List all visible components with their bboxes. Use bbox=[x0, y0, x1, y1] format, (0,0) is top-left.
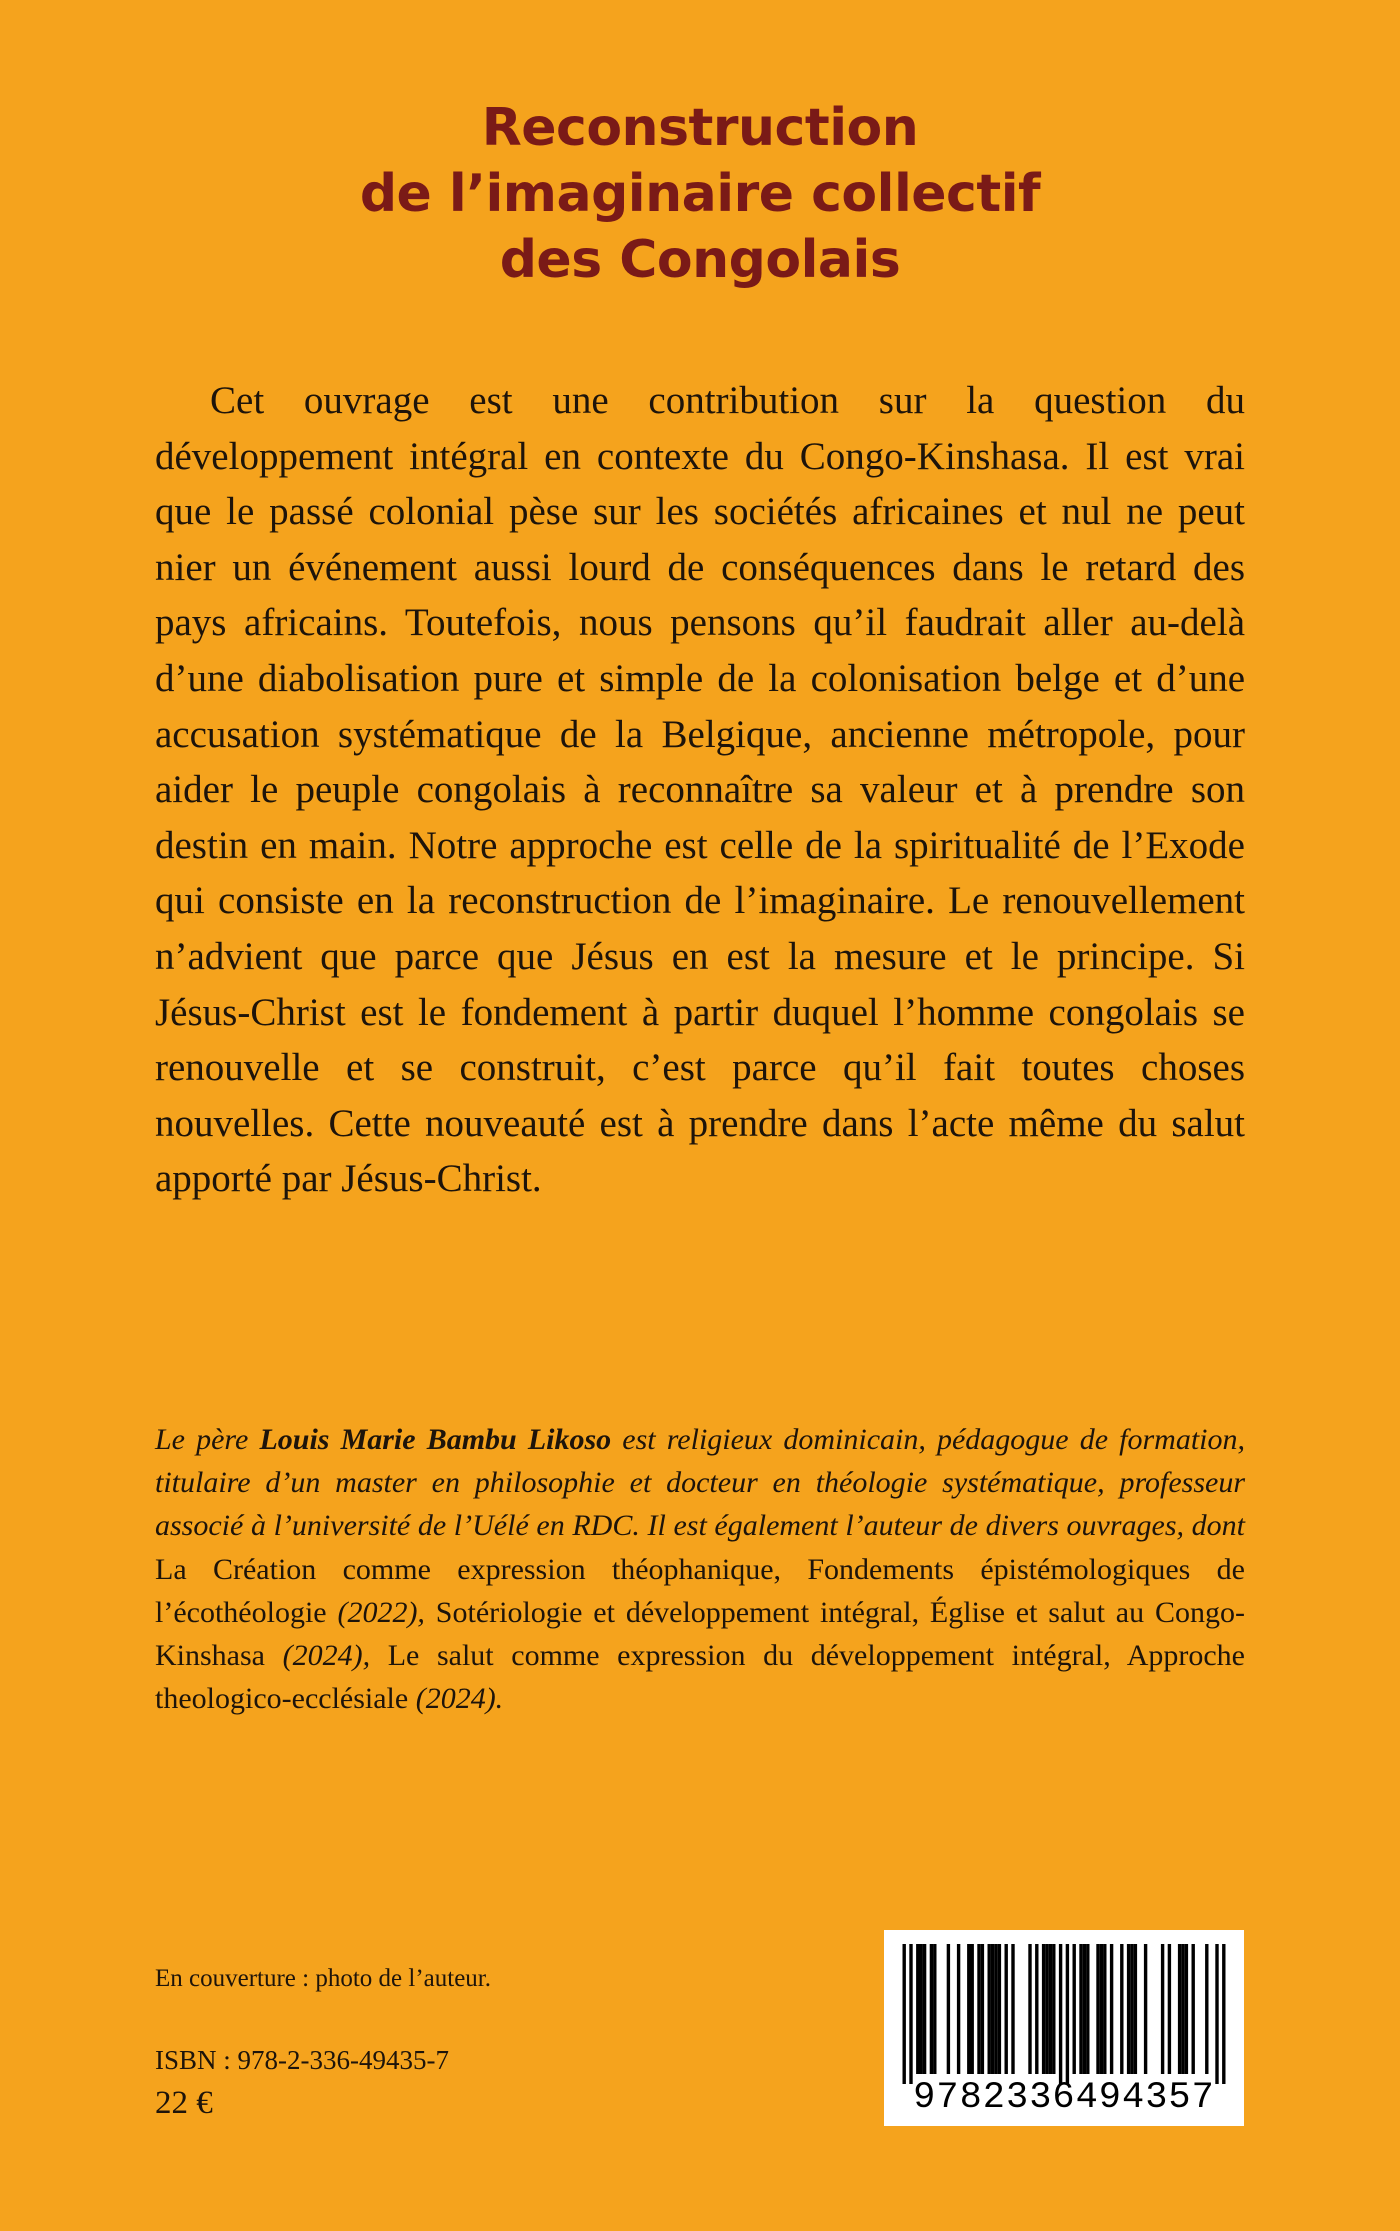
barcode-bar bbox=[991, 1944, 994, 2074]
barcode-bar bbox=[1049, 1944, 1052, 2074]
book-title-1: La Création comme expression théophanique, Fondements épistémologiques de l’écothéologie bbox=[155, 1552, 1245, 1629]
barcode bbox=[884, 1930, 1244, 2126]
barcode-bar bbox=[923, 1944, 926, 2074]
barcode-bar bbox=[1005, 1944, 1008, 2074]
book-title-3: Le salut comme expression du développement intégral, Approche theologico-ecclésiale bbox=[155, 1639, 1245, 1716]
book-year-1: (2022), bbox=[326, 1595, 425, 1629]
barcode-bar bbox=[920, 1944, 923, 2074]
barcode-bar bbox=[1222, 1944, 1225, 2084]
barcode-bar bbox=[977, 1944, 980, 2074]
barcode-bar bbox=[971, 1944, 974, 2074]
barcode-bar bbox=[903, 1944, 906, 2084]
barcode-bar bbox=[1011, 1944, 1014, 2074]
barcode-bar bbox=[947, 1944, 950, 2074]
barcode-bar bbox=[1130, 1944, 1133, 2074]
barcode-bar bbox=[1168, 1944, 1171, 2074]
barcode-bar bbox=[1192, 1944, 1195, 2074]
barcode-bar bbox=[930, 1944, 933, 2074]
price: 22 € bbox=[155, 2085, 213, 2121]
bio-text: est religieux dominicain, pédagogue de formation, titulaire d’un master en philosophie et docteur en théologie systématique, professeur associé à l’université de l’Uélé en RDC. Il est également l’auteur de divers ouvrages, dont bbox=[155, 1423, 1245, 1543]
barcode-bar bbox=[1079, 1944, 1082, 2074]
barcode-bar bbox=[1073, 1944, 1076, 2074]
barcode-bar bbox=[1144, 1944, 1147, 2074]
barcode-bar bbox=[1042, 1944, 1045, 2074]
barcode-bar bbox=[1086, 1944, 1089, 2074]
barcode-bar bbox=[1110, 1944, 1113, 2074]
barcode-bar bbox=[1045, 1944, 1048, 2074]
title-line-3: des Congolais bbox=[499, 230, 901, 290]
book-title bbox=[200, 95, 1200, 293]
barcode-bar bbox=[1103, 1944, 1106, 2074]
barcode-bar bbox=[1161, 1944, 1164, 2074]
author-bio bbox=[155, 1418, 1245, 1720]
barcode-bar bbox=[1035, 1944, 1038, 2074]
barcode-bar bbox=[1205, 1944, 1208, 2074]
barcode-bar bbox=[967, 1944, 970, 2074]
barcode-bar bbox=[1083, 1944, 1086, 2074]
barcode-bar bbox=[1028, 1944, 1031, 2074]
barcode-bar bbox=[909, 1944, 912, 2084]
barcode-bar bbox=[981, 1944, 984, 2074]
summary-paragraph: Cet ouvrage est une contribution sur la question du développement intégral en contexte du Congo-Kinshasa. Il est vrai que le passé colonial pèse sur les sociétés africaines et nul ne peut nier un événement aussi lourd de conséquences dans le retard des pays africains. Toutefois, nous pensons qu’il faudrait aller au-delà d’une diabolisation pure et simple de la colonisation belge et d’une accusation systématique de la Belgique, ancienne métropole, pour aider le peuple congolais à reconnaître sa valeur et à prendre son destin en main. Notre approche est celle de la spiritualité de l’Exode qui consiste en la reconstruction de l’imaginaire. Le renouvellement n’advient que parce que Jésus en est la mesure et le principe. Si Jésus-Christ est le fondement à partir duquel l’homme congolais se renouvelle et se construit, c’est parce qu’il fait toutes choses nouvelles. Cette nouveauté est à prendre dans l’acte même du salut apporté par Jésus-Christ. bbox=[155, 379, 1245, 1201]
book-title-2: Sotériologie et développement intégral, Église et salut au Congo-Kinshasa bbox=[155, 1595, 1245, 1673]
barcode-bar bbox=[933, 1944, 936, 2074]
book-year-2: (2024), bbox=[264, 1639, 371, 1673]
barcode-bar bbox=[1181, 1944, 1184, 2074]
barcode-bar bbox=[1127, 1944, 1130, 2074]
barcode-bar bbox=[1215, 1944, 1218, 2084]
barcode-bar bbox=[916, 1944, 919, 2074]
barcode-bar bbox=[1066, 1944, 1069, 2084]
barcode-bar bbox=[1120, 1944, 1123, 2074]
barcode-bar bbox=[998, 1944, 1001, 2074]
bio-prefix: Le père bbox=[155, 1423, 260, 1456]
barcode-bar bbox=[1185, 1944, 1188, 2074]
book-year-3: (2024). bbox=[408, 1682, 504, 1716]
cover-photo-credit: En couverture : photo de l’auteur. bbox=[155, 1965, 491, 1992]
barcode-bar bbox=[1052, 1944, 1055, 2074]
barcode-bar bbox=[1178, 1944, 1181, 2074]
barcode-digits: 9782336494357 bbox=[913, 2077, 1215, 2119]
barcode-bar bbox=[957, 1944, 960, 2074]
isbn: ISBN : 978-2-336-49435-7 bbox=[155, 2045, 449, 2075]
title-line-2: de l’imaginaire collectif bbox=[359, 164, 1041, 224]
barcode-bar bbox=[1059, 1944, 1062, 2084]
barcode-bar bbox=[1100, 1944, 1103, 2074]
barcode-bar bbox=[1134, 1944, 1137, 2074]
title-line-1: Reconstruction bbox=[481, 98, 919, 158]
author-name: Louis Marie Bambu Likoso bbox=[259, 1423, 612, 1456]
barcode-bar bbox=[994, 1944, 997, 2074]
barcode-bar bbox=[988, 1944, 991, 2074]
barcode-bar bbox=[1096, 1944, 1099, 2074]
